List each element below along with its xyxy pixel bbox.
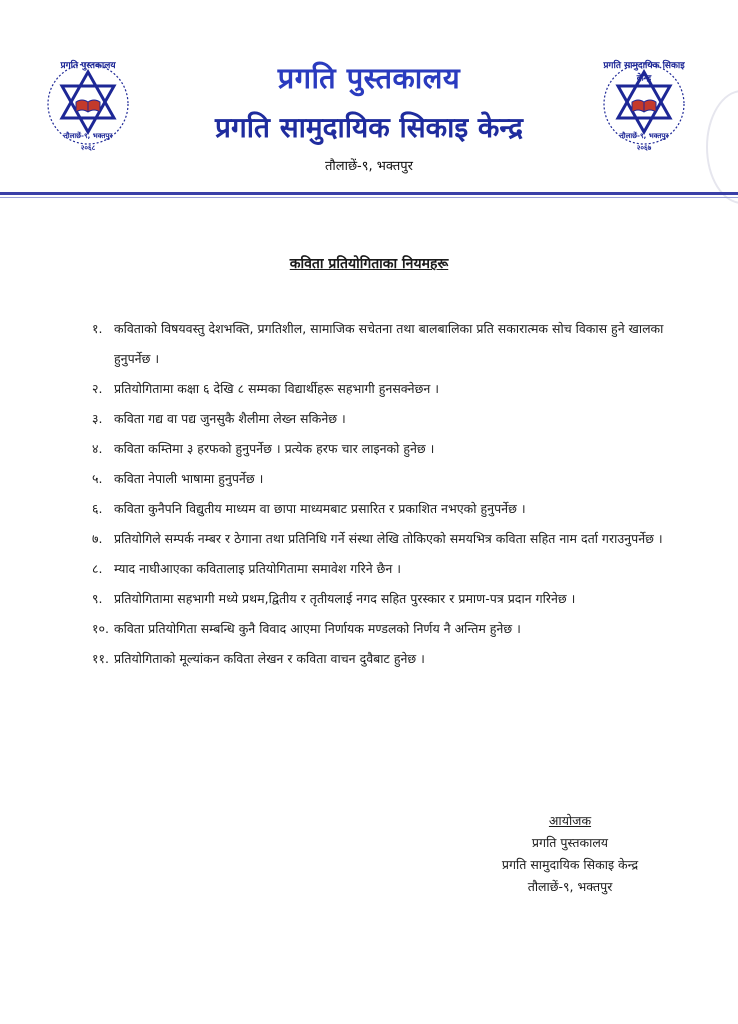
document-heading [0,254,738,273]
rule-text: म्याद नाघीआएका कवितालाइ प्रतियोगितामा समावेश गरिने छैन । [114,561,402,576]
rule-text: कविता गद्य वा पद्य जुनसुकै शैलीमा लेख्न सकिनेछ । [114,411,346,426]
center-logo [596,52,692,158]
list-item [92,404,682,434]
rule-number: ९. [92,591,103,606]
organizer-line-1: प्रगति पुस्तकालय [531,835,609,850]
rule-number: ६. [92,501,103,516]
header-address: तौलाछें-९, भक्तपुर [324,159,413,174]
rule-number: ८. [92,561,103,576]
logo-year: २०६७ [636,144,652,152]
rule-text: कविता कुनैपनि विद्युतीय माध्यम वा छापा माध्यमबाट प्रसारित र प्रकाशित नभएको हुनुपर्नेछ । [114,501,526,516]
rule-number: १. [92,321,103,336]
rule-text: प्रतियोगिताको मूल्यांकन कविता लेखन र कविता वाचन दुवैबाट हुनेछ । [114,651,425,666]
center-title: प्रगति सामुदायिक सिकाइ केन्द्र [215,111,523,144]
rule-number: ५. [92,471,103,486]
rule-number: ४. [92,441,103,456]
list-item [92,524,682,554]
organizer-line-3: तौलाछें-९, भक्तपुर [527,879,613,894]
organizer-role: आयोजक [548,813,592,828]
library-title: प्रगति पुस्तकालय [277,61,461,95]
list-item [92,314,682,374]
organizer-signature-block [470,810,670,898]
logo-ring-text: प्रगति सामुदायिक सिकाइ केन्द्र [603,61,685,84]
rule-number: ११. [92,651,109,666]
heading-text: कविता प्रतियोगिताका नियमहरू [289,256,449,272]
list-item [92,374,682,404]
rule-number: ७. [92,531,103,546]
list-item [92,464,682,494]
organizer-line-2: प्रगति सामुदायिक सिकाइ केन्द्र [501,857,639,872]
rule-text: कविताको विषयवस्तु देशभक्ति, प्रगतिशील, सामाजिक सचेतना तथा बालबालिका प्रति सकारात्मक सोच विकास हुने खालका हुनुपर्नेछ । [114,321,664,366]
list-item [92,434,682,464]
list-item [92,614,682,644]
rule-text: कविता कम्तिमा ३ हरफको हुनुपर्नेछ । प्रत्येक हरफ चार लाइनको हुनेछ । [114,441,435,456]
rule-text: प्रतियोगितामा कक्षा ६ देखि ८ सम्मका विद्यार्थीहरू सहभागी हुनसक्नेछन । [114,381,439,396]
logo-year: २०६८ [80,144,96,152]
rule-text: प्रतियोगिले सम्पर्क नम्बर र ठेगाना तथा प्रतिनिधि गर्ने संस्था लेखि तोकिएको समयभित्र कविता सहित नाम दर्ता गराउनुपर्नेछ । [114,531,663,546]
rule-text: प्रतियोगितामा सहभागी मध्ये प्रथम,द्वितीय र तृतीयलाई नगद सहित पुरस्कार र प्रमाण-पत्र प्रदान गरिनेछ । [114,591,576,606]
logo-ring-text: प्रगति पुस्तकालय [60,61,116,71]
logo-address: तौलाछें-९, भक्तपुर [619,132,669,140]
list-item [92,644,682,674]
logo-address: तौलाछें-९, भक्तपुर [63,132,113,140]
rule-text: कविता नेपाली भाषामा हुनुपर्नेछ । [114,471,264,486]
list-item [92,584,682,614]
rule-number: २. [92,381,103,396]
rule-number: ३. [92,411,103,426]
rule-text: कविता प्रतियोगिता सम्बन्धि कुनै विवाद आएमा निर्णायक मण्डलको निर्णय नै अन्तिम हुनेछ । [114,621,521,636]
list-item [92,554,682,584]
header-divider [0,192,738,195]
list-item [92,494,682,524]
rule-number: १०. [92,621,109,636]
letterhead [0,0,738,200]
rules-list [92,314,682,674]
header-divider-thin [0,197,738,198]
